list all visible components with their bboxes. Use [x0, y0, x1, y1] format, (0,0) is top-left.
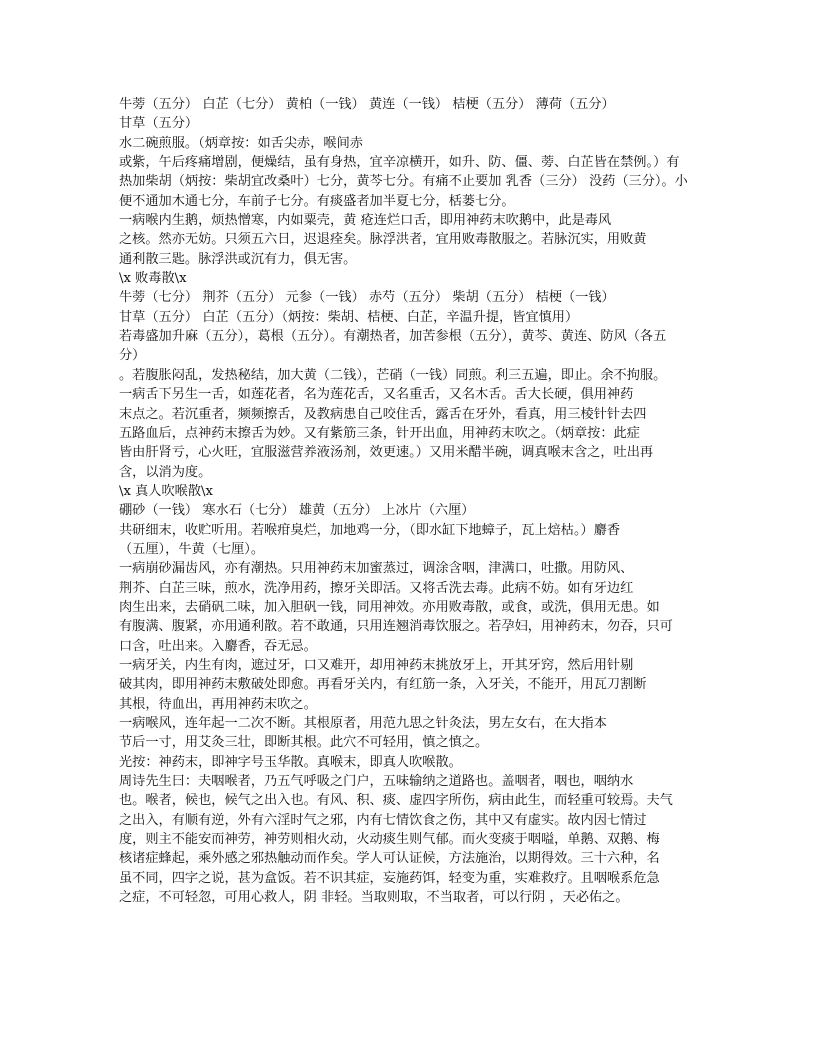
text-line: 荆芥、白芷三味，煎水，洗净用药，擦牙关即活。又将舌洗去毒。此病不妨。如有牙边红	[119, 580, 634, 596]
text-line: 若毒盛加升麻（五分），葛根（五分）。有潮热者，加苦参根（五分），黄芩、黄连、防风（各五	[119, 329, 667, 345]
text-line: 一病崩砂漏齿风，亦有潮热。只用神药末加蜜蒸过，调涂含咽，津满口，吐撒。用防风、	[119, 561, 634, 577]
section-heading: \x 败毒散\x	[119, 271, 187, 287]
text-line: 之症，不可轻忽，可用心救人，阴 非轻。当取则取，不当取者，可以行阴 ，天必佑之。	[119, 890, 629, 906]
text-line: 肉生出来，去硝矾二味，加入胆矾一钱，同用神效。亦用败毒散，或食，或洗，俱用无患。如	[119, 599, 660, 615]
text-line: 一病喉内生鹅，烦热憎寒，内如粟壳，黄 疮连烂口舌，即用神药末吹鹅中，此是毒风	[119, 213, 612, 229]
text-line: 便不通加木通七分，车前子七分。有痰盛者加半夏七分，栝蒌七分。	[119, 193, 515, 209]
text-line: 含，以消为度。	[119, 464, 212, 480]
text-line: 甘草（五分）	[119, 116, 199, 132]
text-line: 周诗先生曰：夫咽喉者，乃五气呼吸之门户，五味输纳之道路也。盖咽者，咽也，咽纳水	[119, 774, 634, 790]
text-line: 之出入，有顺有逆，外有六淫时气之邪，内有七情饮食之伤，其中又有虚实。故内因七情过	[119, 812, 647, 828]
text-line: 一病喉风，连年起一二次不断。其根原者，用范九思之针灸法，男左女右，在大指本	[119, 716, 607, 731]
text-line: （五厘），牛黄（七厘）。	[119, 541, 265, 557]
text-line: 牛蒡（七分） 荆芥（五分） 元参（一钱） 赤芍（五分） 柴胡（五分） 桔梗（一钱）	[119, 290, 615, 306]
text-line: 破其肉，即用神药末敷破处即愈。再看牙关内，有红筋一条，入牙关，不能开，用瓦刀割断	[119, 677, 647, 693]
text-line: 核诸症蜂起，乘外感之邪热触动而作矣。学人可认证候，方法施治，以期得效。三十六种，名	[119, 851, 660, 867]
text-line: 其根，待血出，再用神药末吹之。	[119, 696, 317, 712]
text-line: 节后一寸，用艾灸三壮，即断其根。此穴不可轻用，慎之慎之。	[119, 735, 489, 751]
text-line: 一病舌下另生一舌，如莲花者，名为莲花舌，又名重舌，又名木舌。舌大长硬，俱用神药	[119, 387, 634, 403]
text-line: 也。喉者，候也，候气之出入也。有风、积、痰、虚四字所伤，病由此生，而轻重可较焉。夫气	[119, 793, 673, 809]
text-line: 分）	[119, 348, 146, 364]
text-line: 甘草（五分） 白芷（五分）（炳按：柴胡、桔梗、白芷，辛温升提，皆宜慎用）	[119, 309, 579, 325]
text-line: 硼砂（一钱） 寒水石（七分） 雄黄（五分） 上冰片（六厘）	[119, 503, 475, 519]
text-line: 虽不同，四字之说，甚为盒饭。若不识其症，妄施药饵，轻变为重，实难救疗。且咽喉系危急	[119, 870, 660, 886]
text-line: 或紫，午后疼痛增剧，便燥结，虽有身热，宜辛凉横开，如升、防、僵、蒡、白芷皆在禁例。）有	[119, 155, 680, 171]
text-line: 一病牙关，内生有肉，遮过牙，口又难开，却用神药末挑放牙上，开其牙窍，然后用针剔	[119, 657, 634, 673]
text-line: 五路血后，点神药末擦舌为妙。又有紫筋三条，针开出血，用神药末吹之。（炳章按：此症	[119, 425, 640, 441]
text-line: 末点之。若沉重者，频频擦舌，及教病患自己咬住舌，露舌在牙外，看真，用三棱针针去四	[119, 406, 647, 422]
text-line: 之核。然亦无妨。只须五六日，迟退痊矣。脉浮洪者，宜用败毒散服之。若脉沉实，用败黄	[119, 232, 647, 248]
text-line: 。若腹胀闷乱，发热秘结，加大黄（二钱），芒硝（一钱）同煎。利三五遍，即止。余不拘服。	[119, 367, 667, 383]
text-line: 牛蒡（五分） 白芷（七分） 黄柏（一钱） 黄连（一钱） 桔梗（五分） 薄荷（五分）	[119, 97, 615, 112]
section-heading: \x 真人吹喉散\x	[119, 483, 213, 499]
text-line: 共研细末，收贮听用。若喉疳臭烂，加地鸡一分，（即水缸下地蟑子，瓦上焙枯。）麝香	[119, 522, 621, 538]
text-line: 口含，吐出来。入麝香，吞无忌。	[119, 638, 317, 654]
text-line: 水二碗煎服。（炳章按：如舌尖赤，喉间赤	[119, 135, 363, 151]
text-line: 通利散三匙。脉浮洪或沉有力，俱无害。	[119, 251, 357, 267]
text-line: 光按：神药末，即神字号玉华散。真喉末，即真人吹喉散。	[119, 754, 462, 770]
text-line: 皆由肝肾亏，心火旺，宜服滋营养液汤剂，效更速。）又用米醋半碗，调真喉末含之，吐出再	[119, 445, 654, 461]
text-line: 度，则主不能安而神劳，神劳则相火动，火动痰生则气郁。而火变痰于咽嗌，单鹅、双鹅、梅	[119, 832, 660, 848]
text-line: 有腹满、腹紧，亦用通利散。若不敢通，只用连翘消毒饮服之。若孕妇，用神药末，勿吞，只可	[119, 619, 673, 635]
document-page	[119, 95, 699, 907]
text-line: 热加柴胡（炳按：柴胡宜改桑叶）七分，黄芩七分。有痛不止要加 乳香（三分） 没药（三分）。小	[119, 174, 688, 190]
